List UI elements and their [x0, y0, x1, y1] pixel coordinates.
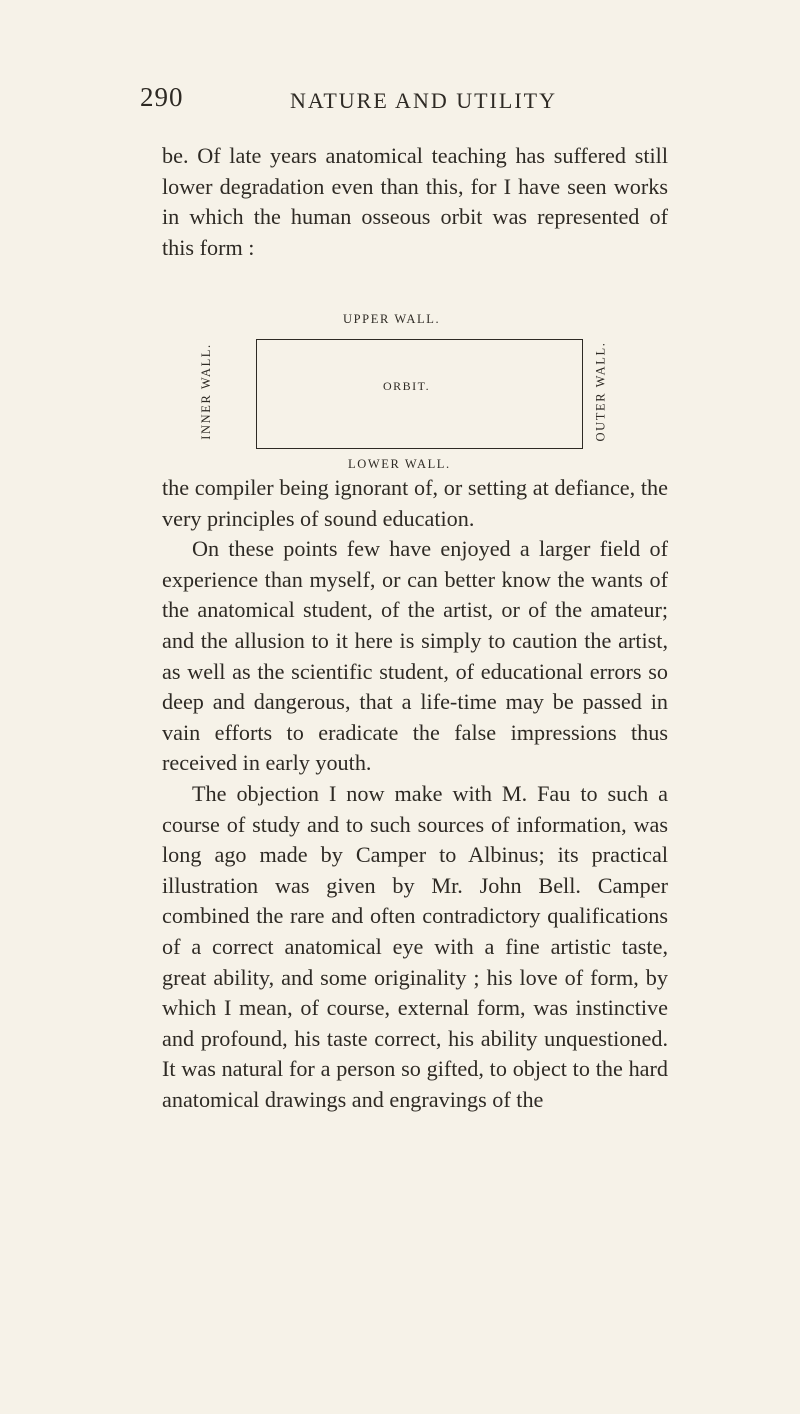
page-number: 290: [140, 82, 184, 112]
inner-wall-label: INNER WALL.: [198, 343, 213, 440]
orbit-diagram: [200, 305, 650, 475]
upper-wall-label: UPPER WALL.: [343, 312, 441, 326]
orbit-box: [256, 339, 583, 449]
body-text: [162, 473, 668, 1115]
paragraph-experience: On these points few have enjoyed a larger field of experience than myself, or can better know the wants of the anatomical student, of the artist, or of the amateur; and the allusion to it here is simply to caution the artist, as well as the scientific student, of educational errors so deep and dangerous, that a life-time may be passed in vain efforts to eradicate the false impressions thus received in early youth.: [162, 536, 668, 776]
orbit-label: ORBIT.: [383, 379, 431, 393]
lower-wall-label: LOWER WALL.: [348, 457, 451, 471]
outer-wall-label: OUTER WALL.: [593, 341, 608, 442]
running-head: NATURE AND UTILITY: [290, 88, 557, 113]
paragraph-continuation: the compiler being ignorant of, or setting at defiance, the very principles of sound education.: [162, 475, 668, 531]
paragraph-intro: be. Of late years anatomical teaching has suffered still lower degradation even than this, for I have seen works in which the human osseous orbit was represented of this form :: [162, 143, 668, 260]
paragraph-objection: The objection I now make with M. Fau to such a course of study and to such sources of information, was long ago made by Camper to Albinus; its practical illustration was given by Mr. John Bell. Camper combined the rare and often contradictory qualifications of a correct anatomical eye with a fine artistic taste, great ability, and some originality ; his love of form, by which I mean, of course, external form, was instinctive and profound, his taste correct, his ability unquestioned. It was natural for a person so gifted, to object to the hard anatomical drawings and engravings of the: [162, 780, 668, 1112]
